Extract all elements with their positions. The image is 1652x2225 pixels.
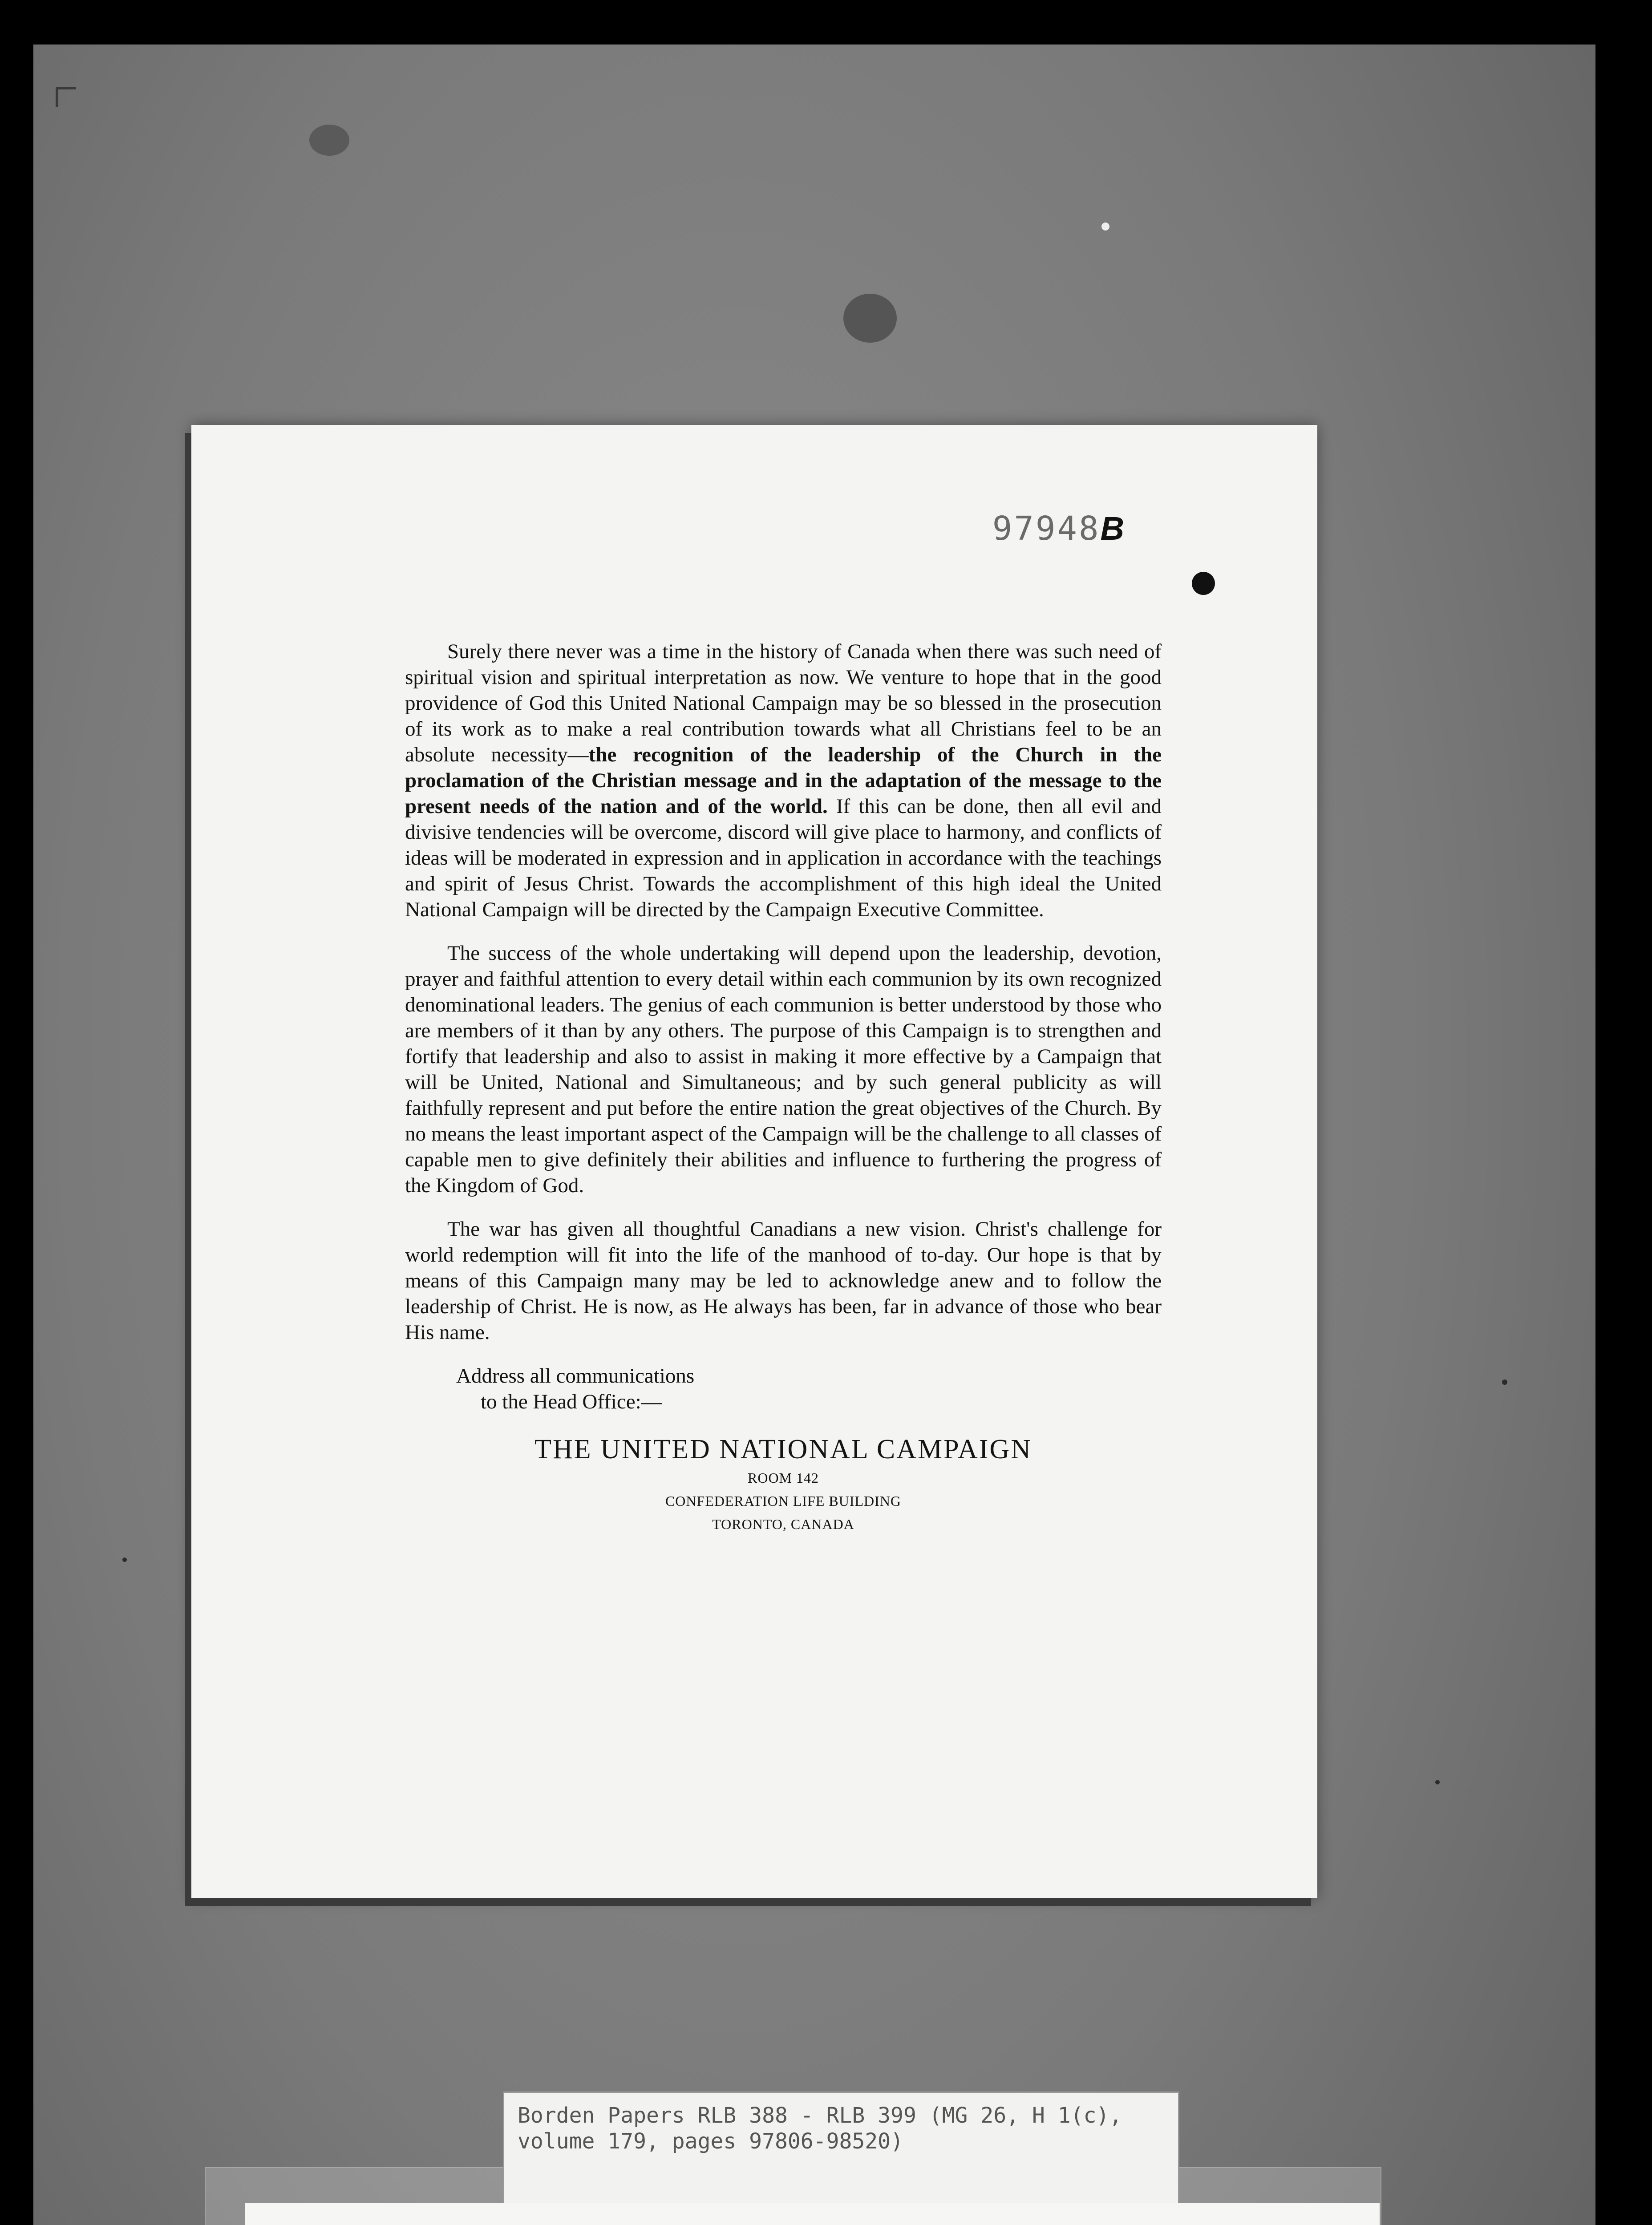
reference-line-2: volume 179, pages 97806-98520) bbox=[518, 2129, 903, 2154]
campaign-building: CONFEDERATION LIFE BUILDING bbox=[665, 1493, 902, 1509]
archives-card bbox=[245, 2203, 1380, 2225]
page-number-suffix: B bbox=[1100, 510, 1126, 547]
film-speck bbox=[1435, 1780, 1440, 1784]
paragraph-3: The war has given all thoughtful Canadians a new vision. Christ's challenge for world redemption will fit into the life of the manhood of to-day. Our hope is that by means of this Campaign many may be led to acknowledge anew and to follow the leadership of Christ. He is now, as He always has been, far in advance of those who bear His name. bbox=[405, 1218, 1162, 1344]
paragraph-2: The success of the whole undertaking will depend upon the leadership, devotion, prayer and faithful attention to every detail within each communion by its own recognized denominational leaders. The genius of each communion is better understood by those who are members of it than by any others. The purpose of this Campaign is to strengthen and fortify that leadership and also to assist in making it more effective by a Campaign that will be United, National and Simultaneous; and by such general publicity as will faithfully represent and put before the entire nation the great objectives of the Church. By no means the least important aspect of the Campaign will be the challenge to all classes of capable men to give definitely their abilities and influence to furthering the progress of the Kingdom of God. bbox=[405, 942, 1162, 1197]
paragraph-1-tail: If this can be done, then all evil and divisive tendencies will be overcome, discord will give place to harmony, and conflicts of ideas will be moderated in expression and in application in accordance with the teachings and spirit of Jesus Christ. Towards the accomplishment of this high ideal the United National Campaign will be directed by the Campaign Executive Committee. bbox=[405, 795, 1162, 921]
campaign-room: ROOM 142 bbox=[747, 1470, 819, 1486]
film-stain bbox=[843, 294, 897, 343]
reference-label bbox=[503, 2092, 1179, 2212]
punch-hole bbox=[1192, 572, 1215, 595]
film-speck bbox=[1502, 1380, 1507, 1385]
crop-mark bbox=[56, 87, 76, 107]
film-speck bbox=[122, 1558, 127, 1562]
paragraph-1 bbox=[405, 639, 1162, 922]
page-number bbox=[992, 510, 1126, 548]
address-line-1: Address all communications bbox=[456, 1364, 695, 1388]
campaign-city: TORONTO, CANADA bbox=[712, 1516, 854, 1532]
letter-body bbox=[405, 639, 1162, 1536]
address-line-2: to the Head Office:— bbox=[481, 1390, 662, 1413]
film-stain bbox=[309, 125, 349, 156]
campaign-block bbox=[405, 1432, 1162, 1536]
address-block bbox=[405, 1363, 1162, 1415]
document-page bbox=[191, 425, 1317, 1898]
reference-line-1: Borden Papers RLB 388 - RLB 399 (MG 26, H 1(c), bbox=[518, 2103, 1122, 2128]
paragraph-1-text: Surely there never was a time in the history of Canada when there was such need of spiritual vision and spiritual interpretation as now. We venture to hope that in the good providence of God this United National Campaign may be so blessed in the prosecution of its work as to make a real contribution towards what all Christians feel to be an absolute necessity— bbox=[405, 640, 1162, 766]
film-speck bbox=[1101, 222, 1109, 231]
page-number-digits: 97948 bbox=[992, 510, 1101, 548]
paragraph-1-bold: the recognition of the leadership of the Church in the proclamation of the Christian message and in the adaptation of the message to the present needs of the nation and of the world. bbox=[405, 743, 1162, 818]
campaign-name: THE UNITED NATIONAL CAMPAIGN bbox=[534, 1434, 1032, 1464]
